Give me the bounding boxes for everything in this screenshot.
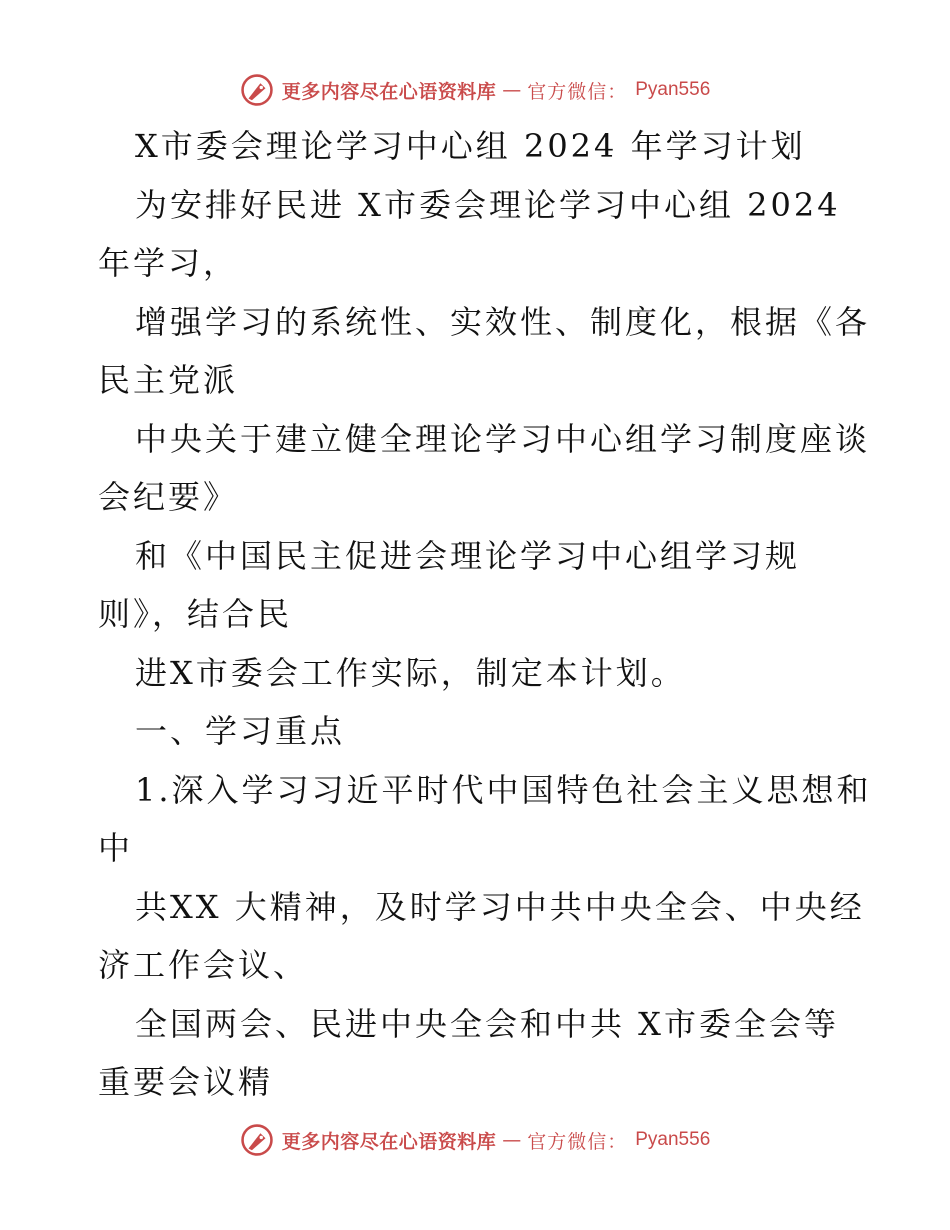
paragraph-line: 民主党派 [98, 361, 239, 399]
watermark-main-text: 更多内容尽在心语资料库 [281, 1130, 497, 1153]
paragraph-line: 1.深入学习习近平时代中国特色社会主义思想和 [135, 771, 872, 809]
paragraph-line: 为安排好民进 X市委会理论学习中心组 2024 [135, 186, 841, 224]
watermark-main-text: 更多内容尽在心语资料库 [281, 80, 497, 103]
watermark-sub-text: 官方微信： [527, 80, 628, 103]
paragraph-line: 济工作会议、 [98, 946, 309, 984]
paragraph-line: 年学习， [98, 244, 239, 282]
pen-nib-logo-icon [240, 73, 274, 107]
paragraph-line: 和《中国民主促进会理论学习中心组学习规 [135, 537, 801, 575]
paragraph-line: 则》，结合民 [98, 595, 293, 633]
watermark-banner-top [0, 70, 950, 110]
watermark-banner-bottom [0, 1120, 950, 1160]
paragraph-line: 中央关于建立健全理论学习中心组学习制度座谈 [135, 420, 871, 458]
section-heading: 一、学习重点 [135, 712, 346, 750]
pen-nib-logo-icon [240, 1123, 274, 1157]
paragraph-line: 增强学习的系统性、实效性、制度化，根据《各 [135, 303, 871, 341]
paragraph-line: 中 [98, 829, 134, 867]
document-title: X市委会理论学习中心组 2024 年学习计划 [135, 127, 806, 165]
watermark-dash: — [502, 79, 522, 101]
paragraph-line: 会纪要》 [98, 478, 239, 516]
watermark-sub-text: 官方微信： [527, 1130, 628, 1153]
watermark-wechat-id: Pyan556 [635, 79, 711, 100]
paragraph-line: 共XX 大精神，及时学习中共中央全会、中央经 [135, 888, 865, 926]
watermark-dash: — [502, 1129, 522, 1151]
paragraph-line: 进X市委会工作实际，制定本计划。 [135, 654, 686, 692]
watermark-wechat-id: Pyan556 [635, 1129, 711, 1150]
paragraph-line: 全国两会、民进中央全会和中共 X市委全会等 [135, 1005, 839, 1043]
paragraph-line: 重要会议精 [98, 1063, 274, 1101]
